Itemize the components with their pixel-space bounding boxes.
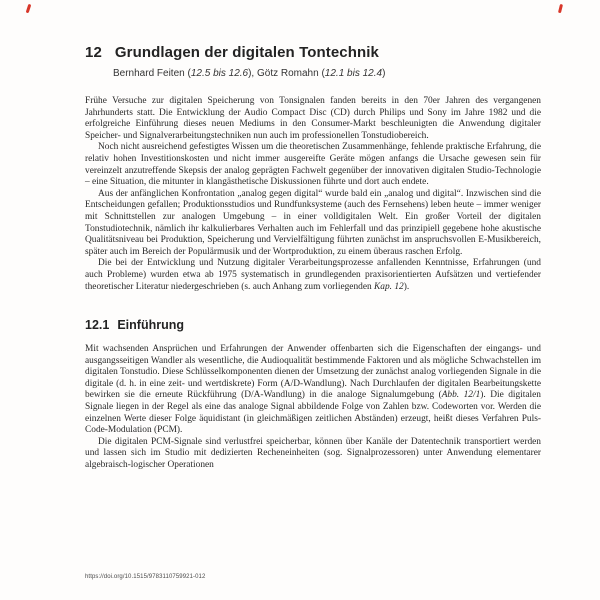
red-mark-right: [558, 4, 563, 13]
text-run: ).: [403, 281, 410, 292]
text-run: ), Götz Romahn (: [248, 68, 325, 79]
paragraph: [85, 437, 541, 472]
text-run: Die bei der Entwicklung und Nutzung digitaler Verarbeitungsprozesse anfallenden Kenntnisse, Erfahrungen (und auch Probleme) wurden etwa ab 1975 systematisch in grundlegenden praxisorientierten Aufsätzen und vertiefender theoretischer Literatur niedergeschrieben (s. auch Anhang zum vorliegenden: [85, 258, 541, 292]
text-run: ). Die digitalen Signale liegen in der Regel als eine das analoge Signal abbildende Folge von Zahlen bzw. Codeworten vor. Werden die einzelnen Werte dieser Folge äquidistant (in gleichmäßigen zeitlichen Abständen) erzeugt, heißt dieses Verfahren Puls-Code-Modulation (PCM).: [85, 390, 541, 436]
paragraph: [85, 344, 541, 437]
paragraph: [85, 142, 541, 188]
chapter-title: [85, 44, 541, 62]
text-run: Die digitalen PCM-Signale sind verlustfrei speicherbar, können über Kanäle der Datentechnik transportiert werden und lassen sich im Studio mit dedizierten Recheneinheiten (sog. Signalprozessoren) unter Anwendung elementarer algebraisch-logischer Operationen: [85, 436, 541, 471]
text-run: 12.5 bis 12.6: [190, 68, 249, 79]
red-mark-left: [26, 4, 31, 13]
page-content: [85, 44, 541, 472]
section-paragraphs: [85, 344, 541, 472]
doi-footer: https://doi.org/10.1515/9783110759921-012: [85, 574, 206, 580]
text-run: Mit wachsenden Ansprüchen und Erfahrungen der Anwender offenbarten sich die Eigenschaften der eingangs- und ausgangsseitigen Wandler als wesentliche, die Audioqualität bestimmende Faktoren und als mögliche Schwachstellen im digitalen Tonstudio. Diese Schlüsselkomponenten dienen der Umsetzung der zunächst analog vorliegenden Signale in die digitale (d. h. in eine zeit- und wertdiskrete) Form (A/D-Wandlung). Nach Durchlaufen der digitalen Bearbeitungskette bewirken sie die erneute Rückführung (D/A-Wandlung) in die analoge Signalumgebung (: [85, 344, 541, 401]
section-heading: [85, 318, 541, 333]
chapter-number: 12: [85, 44, 102, 61]
text-run: Noch nicht ausreichend gefestigtes Wissen um die theoretischen Zusammenhänge, fehlende praktische Erfahrung, die relativ hohen Investitionskosten und nicht immer ausgereifte Geräte mögen anfangs die Ursache gewesen sein für vereinzelt anzutreffende Skepsis der analog geprägten Fachwelt gegenüber der innovativen digitalen Studio-Technologie – eine Situation, die mitunter in klangästhetische Diskussionen führte und dort auch endete.: [85, 142, 541, 188]
text-run: 12.1 bis 12.4: [324, 68, 383, 79]
section-number: 12.1: [85, 318, 110, 333]
text-run: Frühe Versuche zur digitalen Speicherung von Tonsignalen fanden bereits in den 70er Jahren des vergangenen Jahrhunderts statt. Die Entwicklung der Audio Compact Disc (CD) durch Philips und Sony im Jahre 1982 und die erfolgreiche Einführung dieses neuen Mediums in den Consumer-Markt beschleunigten die Anwendung digitaler Speicher- und Signalverarbeitungstechniken nun auch im professionellen Tonstudiobereich.: [85, 96, 541, 141]
text-run: Aus der anfänglichen Konfrontation „analog gegen digital“ wurde bald ein „analog und digital“. Inzwischen sind die Entscheidungen gefallen; Produktionsstudios und Rundfunksysteme (auch des Fernsehens) leben heute – immer weniger mit Schnittstellen zur analogen Umgebung – in einer volldigitalen Welt. Ein großer Vorteil der digitalen Tonstudiotechnik, nämlich ihr kalkulierbares Verhalten auch im Fehlerfall und das prinzipiell gegebene hohe akustische Qualitätsniveau bei Produktion, Speicherung und Vervielfältigung führten zunächst im anspruchsvollen E-Musikbereich, später auch im Bereich der Populärmusik und der Wortproduktion, zu einem überaus raschen Erfolg.: [85, 188, 541, 257]
paragraph: [85, 96, 541, 142]
section-title-text: Einführung: [117, 318, 184, 333]
text-run: Kap. 12: [374, 281, 404, 292]
byline: [113, 68, 541, 80]
text-run: ): [382, 68, 386, 79]
intro-paragraphs: [85, 96, 541, 293]
paragraph: [85, 258, 541, 293]
text-run: Bernhard Feiten (: [113, 68, 191, 79]
paragraph: [85, 189, 541, 259]
chapter-title-text: Grundlagen der digitalen Tontechnik: [114, 44, 379, 61]
text-run: Abb. 12/1: [441, 390, 481, 401]
